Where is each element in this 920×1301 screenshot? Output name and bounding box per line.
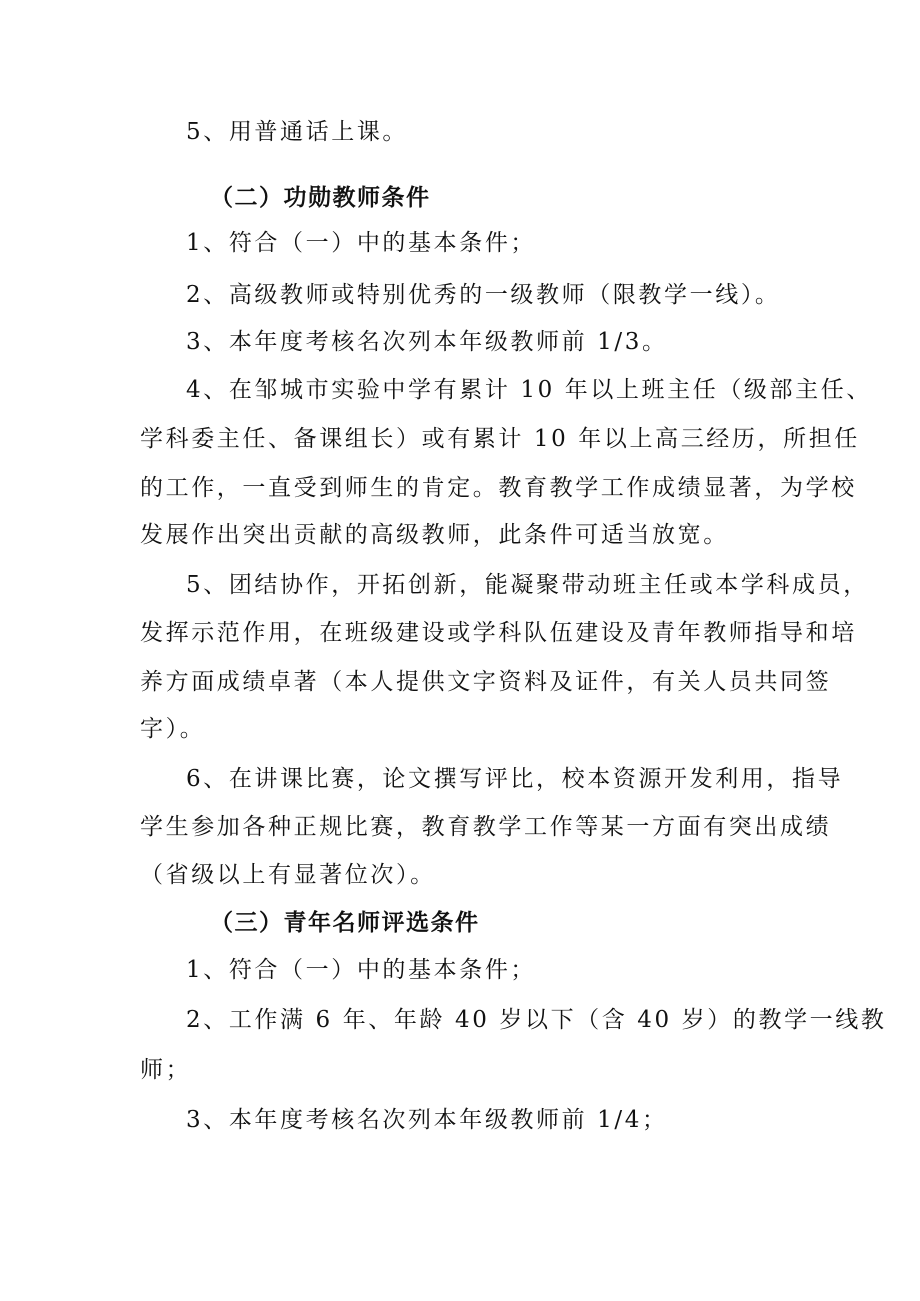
text-line-5b: 发挥示范作用，在班级建设或学科队伍建设及青年教师指导和培: [140, 620, 857, 646]
text-line-4c: 的工作，一直受到师生的肯定。教育教学工作成绩显著，为学校: [140, 475, 857, 501]
text-line-4d: 发展作出突出贡献的高级教师，此条件可适当放宽。: [140, 522, 729, 548]
text-line-7: 1、符合（一）中的基本条件；: [186, 957, 537, 983]
text-line-6c: （省级以上有显著位次）。: [140, 862, 436, 888]
text-line-3: 3、本年度考核名次列本年级教师前 1/3。: [186, 329, 668, 355]
text-line-4b: 学科委主任、备课组长）或有累计 10 年以上高三经历，所担任: [140, 426, 860, 452]
text-line-4a: 4、在邹城市实验中学有累计 10 年以上班主任（级部主任、: [186, 377, 872, 403]
text-line-1: 1、符合（一）中的基本条件；: [186, 230, 537, 256]
section-heading-young-teacher: （三）青年名师评选条件: [210, 910, 480, 936]
text-line-5a: 5、团结协作，开拓创新，能凝聚带动班主任或本学科成员，: [186, 572, 869, 598]
text-line-5d: 字）。: [140, 716, 206, 742]
section-heading-merit-teacher: （二）功勋教师条件: [210, 185, 431, 211]
text-line-8a: 2、工作满 6 年、年龄 40 岁以下（含 40 岁）的教学一线教: [186, 1007, 887, 1033]
text-line-6a: 6、在讲课比赛，论文撰写评比，校本资源开发利用，指导: [186, 766, 844, 792]
text-line-5c: 养方面成绩卓著（本人提供文字资料及证件，有关人员共同签: [140, 669, 832, 695]
text-line-2: 2、高级教师或特别优秀的一级教师（限教学一线）。: [186, 282, 781, 308]
text-line-8b: 师；: [140, 1057, 192, 1083]
text-line-usage-mandarin: 5、用普通话上课。: [186, 119, 409, 145]
text-line-6b: 学生参加各种正规比赛，教育教学工作等某一方面有突出成绩: [140, 814, 832, 840]
text-line-9: 3、本年度考核名次列本年级教师前 1/4；: [186, 1107, 668, 1133]
